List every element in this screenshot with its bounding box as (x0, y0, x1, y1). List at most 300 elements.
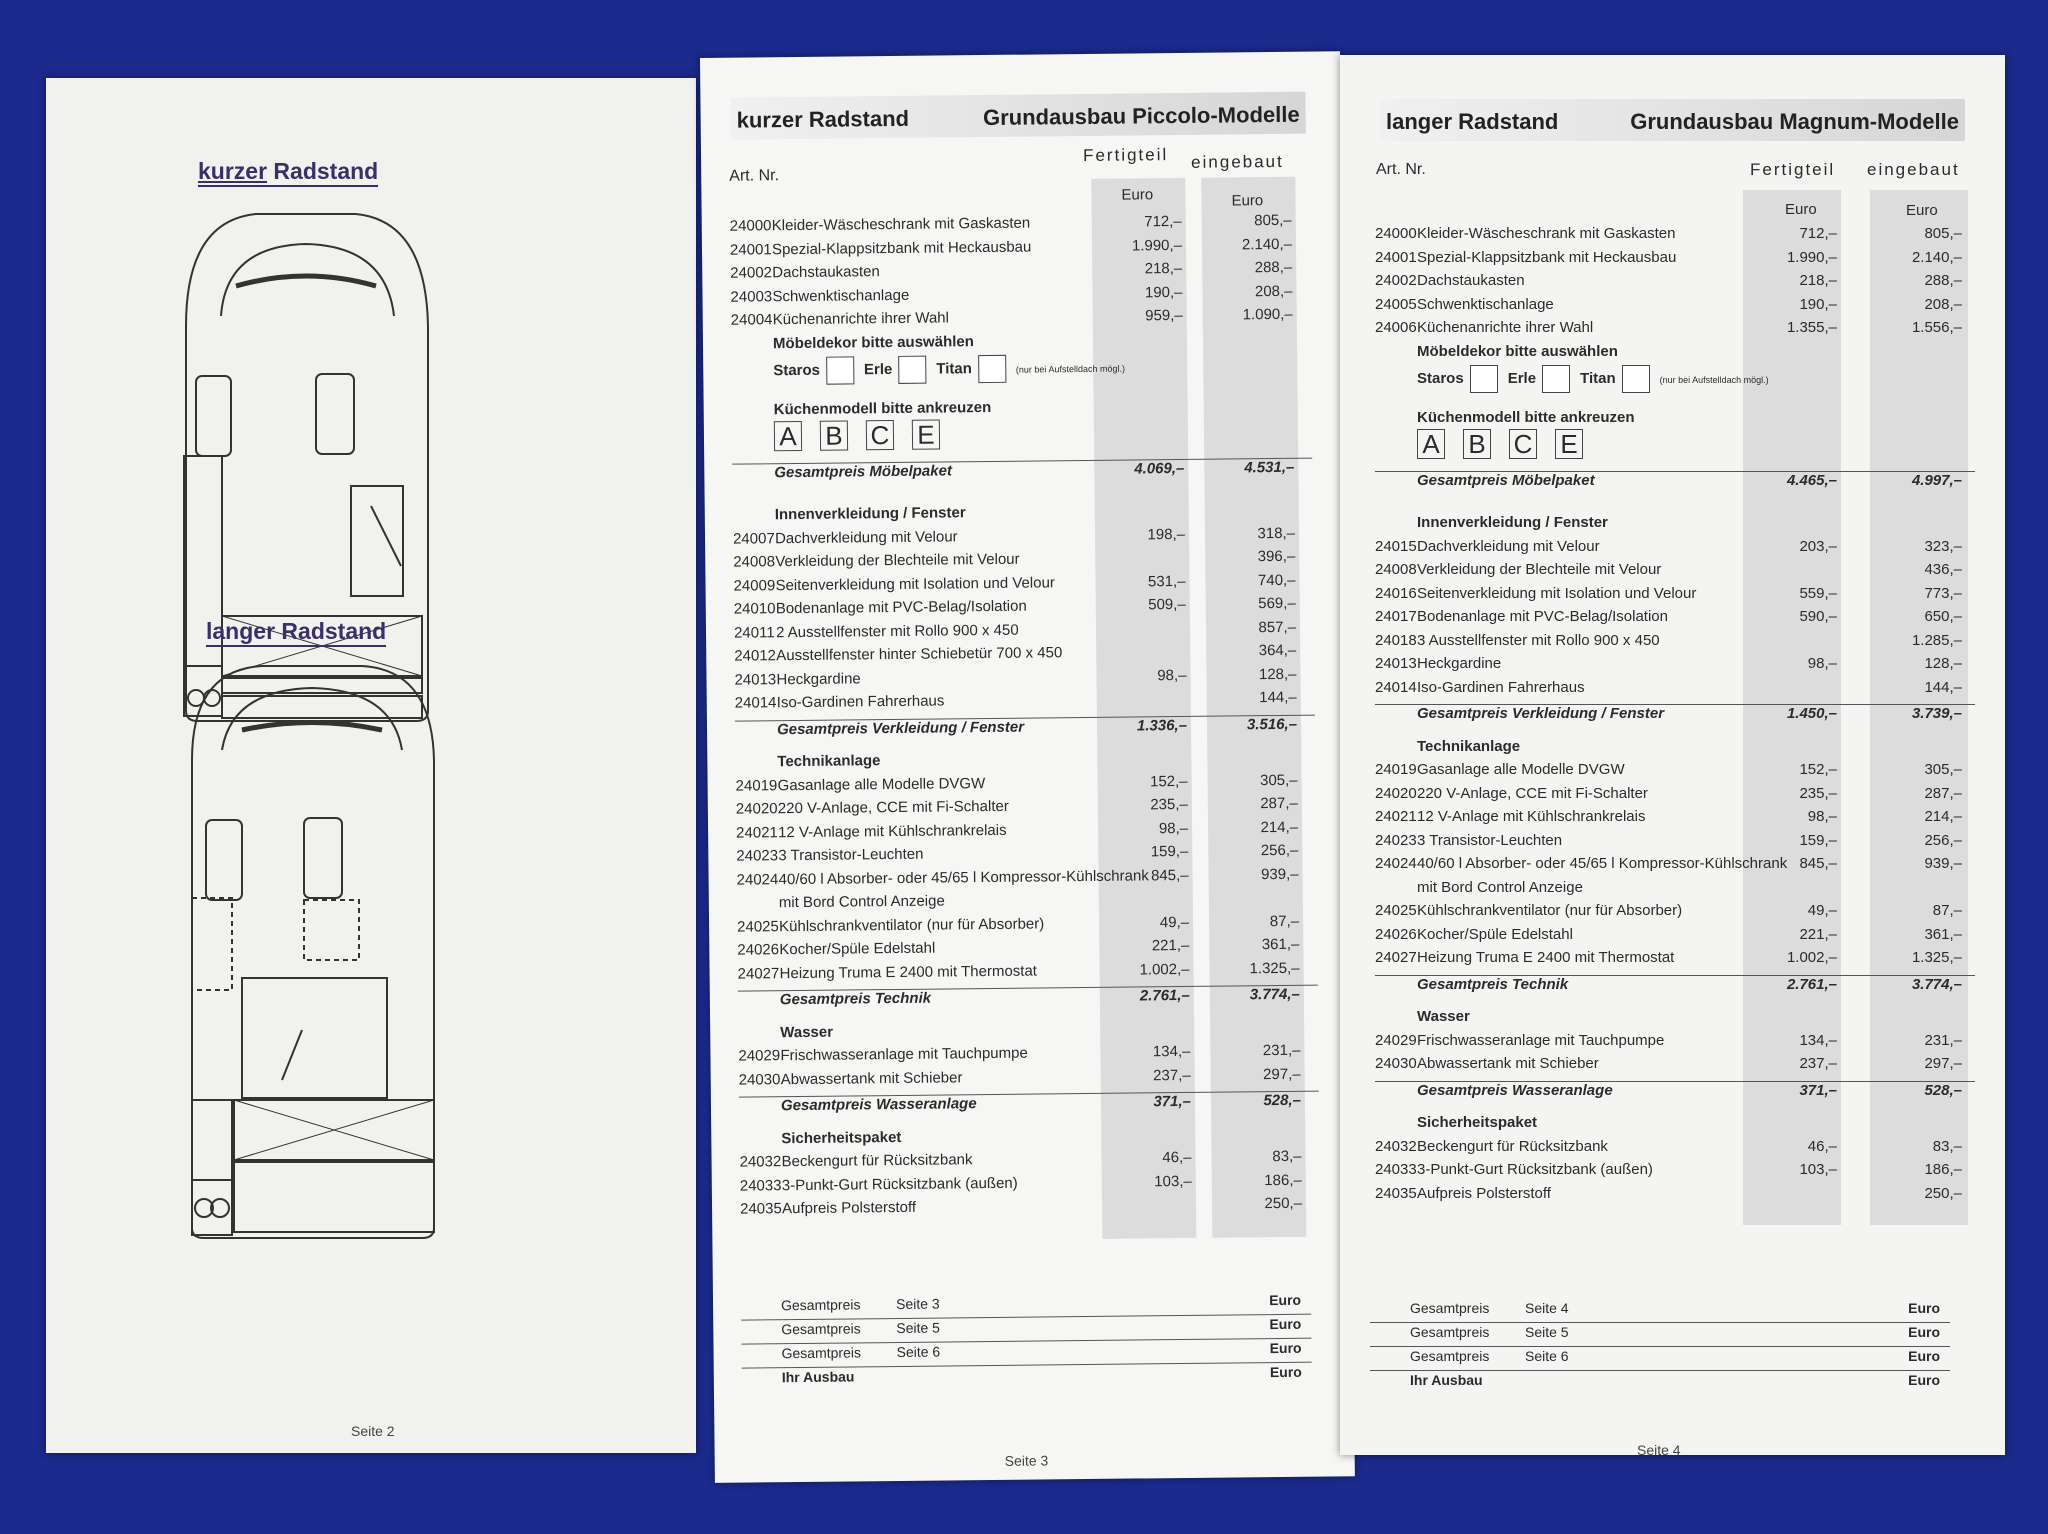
art-number: 24010 (733, 600, 776, 618)
price-eingebaut: 128,– (1258, 665, 1297, 683)
item-description: Dachverkleidung mit Velour (774, 527, 958, 547)
total-row (1375, 975, 1975, 998)
price-fertigteil: 959,– (1145, 306, 1183, 325)
art-number: 24005 (1375, 295, 1417, 313)
price-fertigteil: 509,– (1148, 595, 1186, 614)
item-description: Dachverkleidung mit Velour (1417, 537, 1600, 555)
item-description: Küchenanrichte ihrer Wahl (772, 309, 950, 329)
price-eingebaut: 361,– (1924, 925, 1962, 943)
price-eingebaut: 297,– (1263, 1065, 1301, 1083)
summary-total-label: Ihr Ausbau (1410, 1372, 1483, 1388)
table-row (1375, 1161, 1975, 1183)
art-number: 24015 (1375, 537, 1417, 555)
table-row (1375, 855, 1975, 877)
price-fertigteil: 103,– (1154, 1172, 1192, 1190)
art-number: 24035 (739, 1200, 782, 1218)
summary-row (1370, 1324, 1950, 1347)
section-heading: Wasser (1417, 1008, 1470, 1025)
item-description: Heckgardine (1417, 655, 1502, 672)
art-number: 24012 (734, 647, 777, 665)
section-heading: Innenverkleidung / Fenster (1417, 514, 1608, 531)
price-fertigteil: 49,– (1159, 913, 1190, 931)
summary-label: Gesamtpreis (1410, 1348, 1490, 1364)
dekor-checkbox[interactable] (898, 355, 926, 383)
price-fertigteil: 98,– (1157, 666, 1187, 684)
table-row (1375, 879, 1975, 901)
total-fertigteil: 1.450,– (1786, 705, 1837, 722)
page-number: Seite 2 (351, 1423, 395, 1439)
total-eingebaut: 3.774,– (1249, 985, 1300, 1004)
dekor-label: Möbeldekor bitte auswählen (1417, 342, 1618, 360)
summary-unit: Euro (1269, 1339, 1302, 1357)
price-eingebaut: 214,– (1924, 808, 1962, 825)
item-description: 3 Transistor-Leuchten (1417, 831, 1563, 849)
art-number: 24003 (730, 287, 773, 306)
art-number: 24023 (1375, 831, 1417, 849)
price-eingebaut: 2.140,– (1241, 235, 1293, 253)
price-fertigteil (1115, 690, 1187, 691)
price-fertigteil: 1.990,– (1786, 248, 1837, 266)
kueche-label: Küchenmodell bitte ankreuzen (1417, 408, 1635, 426)
price-eingebaut: 805,– (1924, 225, 1962, 242)
price-fertigteil (1113, 549, 1185, 550)
price-fertigteil: 845,– (1799, 855, 1837, 872)
kueche-checkbox[interactable]: A (774, 420, 802, 450)
price-eingebaut: 144,– (1924, 678, 1962, 696)
col-fertigteil: Fertigteil (1082, 145, 1169, 165)
total-fertigteil: 371,– (1799, 1081, 1837, 1099)
dekor-checkbox[interactable] (826, 356, 854, 384)
total-row (739, 1091, 1319, 1120)
price-eingebaut: 256,– (1260, 841, 1299, 860)
art-number: 24014 (1375, 678, 1417, 696)
price-fertigteil: 237,– (1153, 1066, 1191, 1084)
price-fertigteil: 46,– (1807, 1137, 1837, 1155)
total-eingebaut: 3.739,– (1911, 705, 1962, 722)
price-eingebaut: 214,– (1260, 818, 1299, 836)
table-row (1375, 655, 1975, 677)
price-fertigteil: 218,– (1799, 272, 1837, 289)
kueche-checkbox[interactable]: E (912, 419, 940, 449)
art-number: 24026 (737, 941, 780, 959)
total-fertigteil: 1.336,– (1136, 716, 1188, 734)
total-row (732, 457, 1312, 486)
price-fertigteil (1114, 643, 1186, 644)
page-2 (46, 78, 696, 1453)
art-number: 24018 (1375, 631, 1417, 649)
price-fertigteil (1114, 619, 1186, 620)
price-eingebaut: 436,– (1924, 561, 1962, 578)
section-heading: Wasser (780, 1023, 834, 1041)
dekor-checkbox[interactable] (1470, 365, 1498, 393)
art-number: 24016 (1375, 584, 1417, 602)
price-eingebaut: 83,– (1932, 1137, 1962, 1155)
total-eingebaut: 528,– (1263, 1091, 1302, 1110)
summary-label: Gesamtpreis (1410, 1300, 1490, 1316)
price-fertigteil: 98,– (1158, 819, 1189, 837)
price-table (1375, 225, 1975, 1225)
page-3 (700, 51, 1355, 1483)
price-eingebaut: 288,– (1254, 258, 1293, 277)
art-number: 24008 (1375, 561, 1417, 578)
item-description: Spezial-Klappsitzbank mit Heckausbau (1417, 248, 1677, 266)
summary-unit: Euro (1908, 1300, 1940, 1316)
art-number: 24021 (1375, 808, 1417, 825)
summary-total-row (1370, 1372, 1950, 1394)
table-row (738, 959, 1318, 987)
item-description: Kleider-Wäscheschrank mit Gaskasten (1417, 225, 1676, 242)
price-eingebaut: 857,– (1258, 618, 1297, 636)
total-fertigteil: 2.761,– (1139, 986, 1190, 1005)
art-number: 24002 (730, 264, 773, 282)
price-fertigteil: 134,– (1799, 1031, 1837, 1049)
art-number: 24013 (734, 670, 777, 689)
total-fertigteil: 4.465,– (1786, 471, 1837, 489)
item-description: 220 V-Anlage, CCE mit Fi-Schalter (1417, 784, 1648, 802)
price-eingebaut: 128,– (1924, 655, 1962, 672)
header-right: Grundausbau Piccolo-Modelle (982, 101, 1300, 131)
kueche-checkbox[interactable]: C (866, 419, 894, 449)
kueche-label: Küchenmodell bitte ankreuzen (773, 398, 992, 418)
art-number: 24027 (1375, 949, 1417, 966)
summary-label: Gesamtpreis (1410, 1324, 1490, 1340)
price-fertigteil: 1.990,– (1131, 236, 1183, 254)
table-row (1375, 249, 1975, 271)
title-long-wheelbase: langer Radstand (206, 618, 386, 647)
total-fertigteil: 4.069,– (1134, 459, 1185, 477)
price-fertigteil: 152,– (1799, 761, 1837, 778)
dekor-checkbox[interactable] (978, 354, 1006, 382)
col-eingebaut: eingebaut (1867, 160, 1960, 179)
total-label: Gesamtpreis Verkleidung / Fenster (776, 718, 1025, 738)
summary-total-row (742, 1364, 1312, 1392)
price-eingebaut: 773,– (1924, 584, 1962, 602)
price-eingebaut: 305,– (1924, 761, 1962, 778)
price-eingebaut: 208,– (1924, 295, 1962, 313)
art-number: 24025 (737, 917, 779, 936)
table-row (1375, 272, 1975, 294)
price-fertigteil: 531,– (1147, 572, 1186, 590)
price-fertigteil: 590,– (1799, 608, 1837, 625)
euro-a: Euro (1785, 201, 1817, 218)
item-description: Küchenanrichte ihrer Wahl (1417, 319, 1594, 336)
price-fertigteil: 845,– (1150, 866, 1189, 884)
art-number: 24019 (1375, 761, 1417, 778)
table-row (1375, 296, 1975, 318)
art-number: 24001 (729, 240, 772, 259)
price-eingebaut: 144,– (1259, 688, 1297, 707)
item-description: Heckgardine (776, 669, 861, 688)
price-fertigteil: 559,– (1799, 584, 1837, 602)
item-description: 2 Ausstellfenster mit Rollo 900 x 450 (775, 621, 1019, 641)
header-left: kurzer Radstand (736, 105, 910, 133)
price-eingebaut: 1.325,– (1911, 949, 1962, 966)
price-eingebaut: 740,– (1257, 571, 1296, 589)
item-description: Gasanlage alle Modelle DVGW (1417, 761, 1625, 778)
price-fertigteil: 712,– (1144, 212, 1182, 231)
col-eingebaut: eingebaut (1191, 151, 1284, 172)
dekor-note: (nur bei Aufstelldach mögl.) (1659, 374, 1769, 385)
page-number: Seite 3 (1004, 1452, 1049, 1469)
art-number: 24024 (736, 870, 779, 889)
item-description: Seitenverkleidung mit Isolation und Velour (1417, 584, 1697, 602)
dekor-option-label: Staros (1417, 369, 1464, 387)
price-eingebaut: 361,– (1261, 935, 1300, 954)
kueche-checkbox[interactable]: E (1555, 429, 1583, 459)
summary-block (741, 1292, 1312, 1418)
kueche-checkbox[interactable]: A (1417, 429, 1445, 459)
dekor-checkbox[interactable] (1622, 365, 1650, 393)
art-number: 24006 (1375, 319, 1417, 336)
dekor-option-label: Titan (1580, 369, 1616, 387)
section-header (730, 92, 1305, 140)
dekor-option-label: Titan (936, 359, 972, 378)
table-row (1375, 1032, 1975, 1054)
price-eingebaut: 297,– (1924, 1055, 1962, 1072)
item-description: Seitenverkleidung mit Isolation und Velour (775, 573, 1055, 594)
total-fertigteil: 2.761,– (1786, 975, 1837, 993)
item-description: Kühlschrankventilator (nur für Absorber) (779, 914, 1045, 935)
table-row (1375, 1185, 1975, 1207)
item-description: Gasanlage alle Modelle DVGW (777, 774, 986, 794)
total-eingebaut: 3.774,– (1911, 975, 1962, 993)
price-eingebaut: 305,– (1259, 771, 1298, 789)
total-row (1375, 704, 1975, 727)
table-row (1375, 225, 1975, 247)
dekor-options (773, 353, 1125, 385)
table-row (1375, 561, 1975, 583)
price-eingebaut: 323,– (1924, 537, 1962, 555)
summary-block (1370, 1300, 1950, 1410)
price-eingebaut: 1.556,– (1911, 319, 1962, 336)
item-description: mit Bord Control Anzeige (1417, 878, 1583, 896)
table-row (1375, 585, 1975, 607)
art-number: 24030 (1375, 1055, 1417, 1072)
price-eingebaut: 805,– (1254, 211, 1292, 230)
table-row (1375, 926, 1975, 948)
item-description: mit Bord Control Anzeige (778, 892, 945, 912)
art-number: 24024 (1375, 855, 1417, 872)
item-description: Dachstaukasten (1417, 272, 1525, 289)
section-header (1380, 99, 1965, 141)
total-row (1375, 1081, 1975, 1104)
art-number: 24032 (1375, 1137, 1417, 1155)
item-description: Ausstellfenster hinter Schiebetür 700 x 450 (776, 644, 1063, 665)
price-fertigteil: 103,– (1799, 1161, 1837, 1178)
price-fertigteil: 98,– (1807, 655, 1837, 672)
price-eingebaut: 231,– (1924, 1031, 1962, 1049)
price-fertigteil: 235,– (1799, 784, 1837, 802)
price-fertigteil: 198,– (1147, 525, 1186, 543)
artnr-label: Art. Nr. (1376, 161, 1426, 178)
art-number: 24032 (739, 1153, 782, 1171)
item-description: Iso-Gardinen Fahrerhaus (776, 692, 945, 712)
art-number: 24011 (733, 623, 775, 642)
total-row (735, 714, 1315, 743)
price-eingebaut: 1.285,– (1911, 631, 1962, 649)
summary-total-unit: Euro (1269, 1363, 1302, 1381)
item-description: Frischwasseranlage mit Tauchpumpe (1417, 1031, 1665, 1049)
price-fertigteil: 134,– (1152, 1042, 1191, 1061)
page-number: Seite 4 (1637, 1442, 1681, 1458)
table-row (1375, 632, 1975, 654)
summary-label: Gesamtpreis (781, 1344, 862, 1362)
art-number: 24002 (1375, 272, 1417, 289)
item-description: Frischwasseranlage mit Tauchpumpe (780, 1044, 1028, 1065)
art-number: 24014 (734, 694, 777, 712)
price-eingebaut: 256,– (1924, 831, 1962, 849)
price-fertigteil: 712,– (1799, 225, 1837, 242)
art-number: 24030 (738, 1070, 781, 1089)
item-description: Verkleidung der Blechteile mit Velour (775, 550, 1020, 571)
price-eingebaut: 1.090,– (1242, 305, 1293, 324)
item-description: Verkleidung der Blechteile mit Velour (1417, 561, 1662, 578)
art-number: 24029 (738, 1047, 781, 1065)
euro-a: Euro (1121, 186, 1154, 204)
price-eingebaut: 250,– (1924, 1184, 1962, 1202)
table-row (1375, 538, 1975, 560)
header-left: langer Radstand (1386, 109, 1559, 134)
kueche-checkbox[interactable]: C (1509, 429, 1537, 459)
price-fertigteil: 190,– (1799, 295, 1837, 313)
summary-row (1370, 1348, 1950, 1371)
table-row (731, 306, 1311, 334)
item-description: Kleider-Wäscheschrank mit Gaskasten (771, 214, 1031, 235)
table-row (1375, 832, 1975, 854)
total-row (1375, 471, 1975, 494)
table-row (1375, 902, 1975, 924)
header-right: Grundausbau Magnum-Modelle (1630, 109, 1959, 134)
art-number: 24020 (1375, 784, 1417, 802)
summary-total-unit: Euro (1908, 1372, 1940, 1388)
art-number: 24007 (732, 529, 775, 548)
dekor-note: (nur bei Aufstelldach mögl.) (1015, 363, 1125, 375)
art-number: 24035 (1375, 1184, 1417, 1202)
item-description: Spezial-Klappsitzbank mit Heckausbau (771, 238, 1032, 258)
table-row (1375, 608, 1975, 630)
item-description: Abwassertank mit Schieber (780, 1068, 963, 1088)
item-description: Heizung Truma E 2400 mit Thermostat (1417, 949, 1675, 966)
art-number: 24000 (1375, 225, 1417, 242)
floorplan-short (176, 206, 466, 726)
price-eingebaut: 1.325,– (1249, 959, 1300, 977)
summary-row (1370, 1300, 1950, 1323)
total-label: Gesamtpreis Möbelpaket (774, 461, 952, 481)
artnr-label: Art. Nr. (729, 167, 780, 185)
item-description: Beckengurt für Rücksitzbank (781, 1151, 973, 1171)
price-eingebaut: 569,– (1258, 594, 1296, 613)
price-fertigteil: 221,– (1799, 925, 1837, 943)
dekor-option-label: Staros (773, 361, 821, 379)
summary-unit: Euro (1908, 1348, 1940, 1364)
total-label: Gesamtpreis Technik (1417, 975, 1569, 993)
title-short-wheelbase: kurzer Radstand (198, 158, 378, 187)
table-row (1375, 1055, 1975, 1077)
section-heading: Technikanlage (777, 752, 881, 771)
price-eingebaut: 231,– (1262, 1041, 1301, 1060)
price-fertigteil: 203,– (1799, 537, 1837, 555)
summary-page: Seite 4 (1525, 1300, 1569, 1316)
dekor-label: Möbeldekor bitte auswählen (772, 332, 974, 352)
price-eingebaut (1227, 889, 1299, 890)
price-fertigteil: 1.355,– (1786, 319, 1837, 336)
kueche-options (1417, 429, 1601, 459)
price-eingebaut: 186,– (1924, 1161, 1962, 1178)
item-description: 3 Ausstellfenster mit Rollo 900 x 450 (1417, 631, 1660, 649)
dekor-checkbox[interactable] (1542, 365, 1570, 393)
table-row (1375, 319, 1975, 341)
price-fertigteil (1117, 890, 1189, 891)
art-number: 24001 (1375, 248, 1417, 266)
price-fertigteil: 190,– (1144, 283, 1183, 301)
price-fertigteil: 1.002,– (1786, 949, 1837, 966)
total-label: Gesamtpreis Wasseranlage (780, 1095, 977, 1115)
price-fertigteil: 1.002,– (1139, 960, 1190, 978)
price-eingebaut: 318,– (1257, 524, 1296, 542)
price-fertigteil: 221,– (1151, 936, 1190, 955)
art-number: 24000 (729, 217, 772, 235)
summary-total-label: Ihr Ausbau (781, 1368, 855, 1386)
price-eingebaut: 287,– (1924, 784, 1962, 802)
price-fertigteil: 237,– (1799, 1055, 1837, 1072)
art-number: 24021 (736, 823, 778, 842)
total-label: Gesamtpreis Wasseranlage (1417, 1081, 1613, 1099)
price-eingebaut: 287,– (1260, 794, 1298, 813)
price-eingebaut: 939,– (1260, 865, 1299, 883)
section-heading: Innenverkleidung / Fenster (774, 504, 966, 524)
art-number: 24019 (735, 776, 778, 795)
item-description: Abwassertank mit Schieber (1417, 1055, 1599, 1072)
total-eingebaut: 3.516,– (1246, 715, 1298, 733)
dekor-option-label: Erle (863, 360, 893, 378)
kueche-checkbox[interactable]: B (820, 420, 848, 450)
art-number: 24033 (739, 1176, 782, 1195)
section-heading: Sicherheitspaket (1417, 1114, 1538, 1131)
art-number: 24004 (730, 311, 773, 329)
price-eingebaut: 250,– (1264, 1194, 1303, 1213)
summary-label: Gesamtpreis (780, 1296, 861, 1314)
floorplan-long (182, 660, 472, 1240)
col-fertigteil: Fertigteil (1750, 160, 1836, 179)
price-fertigteil: 218,– (1144, 259, 1183, 278)
table-row (739, 1065, 1319, 1093)
total-eingebaut: 4.997,– (1911, 471, 1962, 489)
item-description: 3-Punkt-Gurt Rücksitzbank (außen) (1417, 1161, 1653, 1178)
item-description: 12 V-Anlage mit Kühlschrankrelais (1417, 808, 1646, 825)
summary-unit: Euro (1908, 1324, 1940, 1340)
price-fertigteil (1120, 1196, 1192, 1197)
total-fertigteil: 371,– (1153, 1092, 1192, 1111)
summary-page: Seite 5 (896, 1319, 940, 1337)
total-label: Gesamtpreis Verkleidung / Fenster (1417, 705, 1665, 722)
summary-unit: Euro (1269, 1315, 1302, 1333)
item-description: Aufpreis Polsterstoff (781, 1198, 917, 1218)
price-fertigteil: 152,– (1149, 772, 1188, 790)
total-label: Gesamtpreis Technik (779, 989, 932, 1009)
item-description: Kocher/Spüle Edelstahl (779, 939, 936, 959)
art-number: 24025 (1375, 902, 1417, 919)
price-eingebaut: 83,– (1272, 1147, 1302, 1166)
item-description: Schwenktischanlage (1417, 295, 1554, 313)
summary-page: Seite 6 (896, 1343, 941, 1361)
summary-page: Seite 6 (1525, 1348, 1569, 1364)
total-row (738, 985, 1318, 1014)
dekor-option-label: Erle (1507, 369, 1537, 387)
kueche-checkbox[interactable]: B (1463, 429, 1491, 459)
price-eingebaut: 650,– (1924, 608, 1962, 625)
item-description: Heizung Truma E 2400 mit Thermostat (779, 962, 1038, 982)
item-description: Beckengurt für Rücksitzbank (1417, 1137, 1608, 1155)
